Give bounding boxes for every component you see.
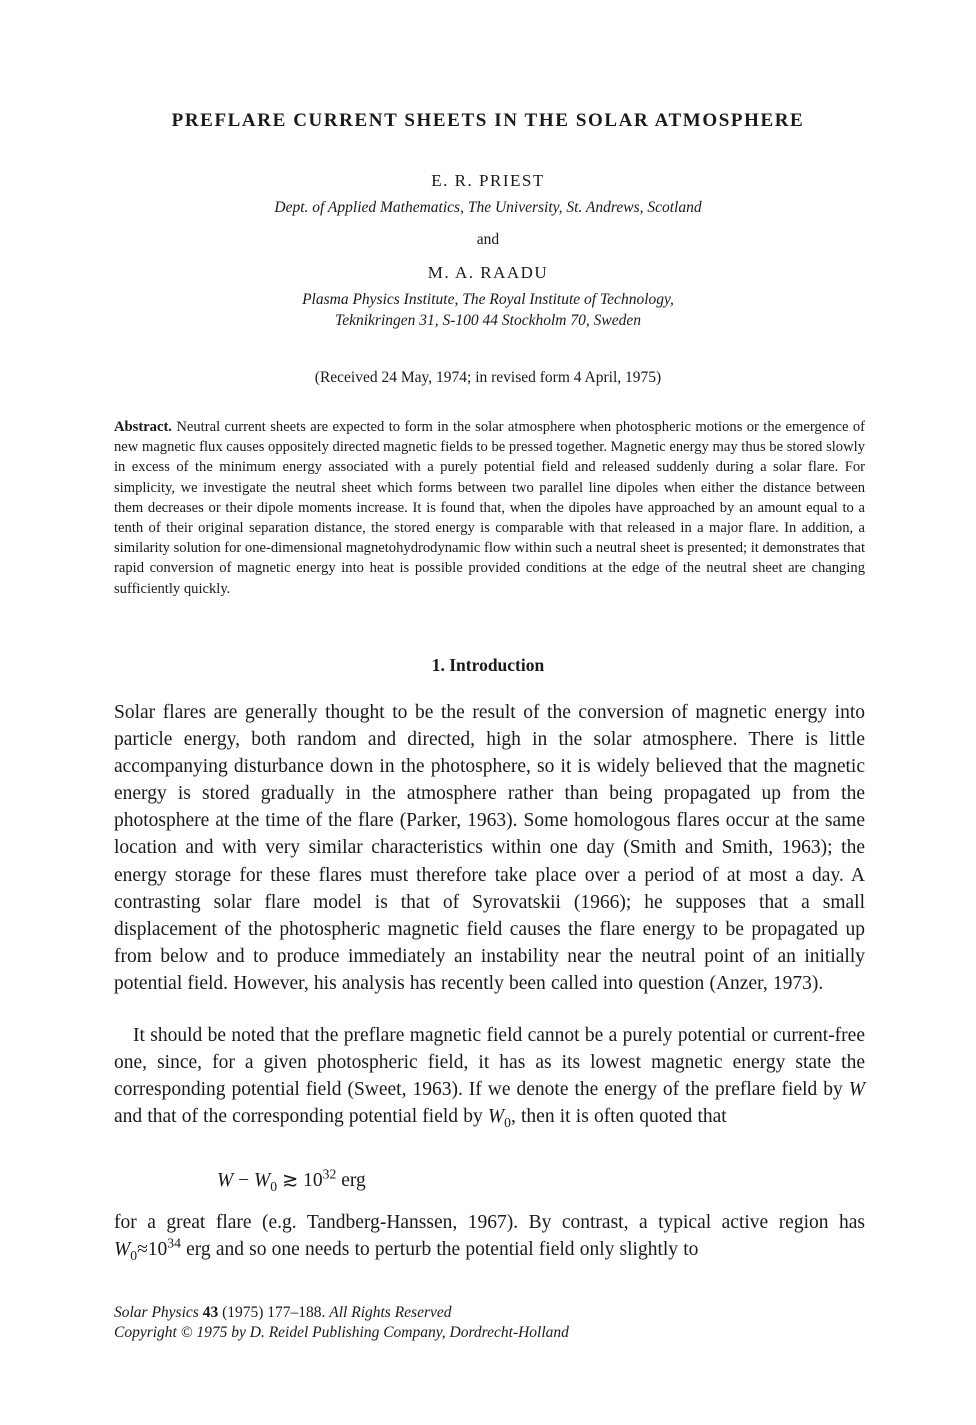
section-title: 1. Introduction	[431, 655, 545, 675]
paper-title: PREFLARE CURRENT SHEETS IN THE SOLAR ATMOSPHERE	[171, 110, 805, 131]
paragraph-1: Solar flares are generally thought to be the result of the conversion of magnetic energy into particle energy, both random and directed, high in the solar atmosphere. There is little accompanying disturbance down in the photosphere, so it is widely believed that the magnetic energy is stored gradually in the atmosphere rather than being propagated up from the photosphere at the time of the flare (Parker, 1963). Some homologous flares occur at the same location and with very similar characteristics within one day (Smith and Smith, 1963); the energy storage for these flares must therefore take place over a period of at most a day. A contrasting solar flare model is that of Syrovatskii (1966); he supposes that a small displacement of the photospheric magnetic field causes the flare energy to be propagated up from below and to produce immediately an instability near the neutral point of an initially potential field. However, his analysis has recently been called into question (Anzer, 1973).	[114, 702, 865, 994]
author-1-name: E. R. PRIEST	[431, 171, 545, 190]
abstract	[114, 417, 865, 599]
equation-exponent: 32	[322, 1166, 337, 1182]
paragraph-2-text-b: and that of the corresponding potential field by	[114, 1106, 488, 1128]
author-2-name: M. A. RAADU	[427, 263, 549, 282]
equation-w: W	[217, 1170, 234, 1191]
variable-w: W	[848, 1079, 865, 1101]
energy-equation	[217, 1168, 366, 1192]
journal-footer	[114, 1303, 874, 1343]
footer-volume: 43	[202, 1304, 219, 1321]
footer-pages: (1975) 177–188.	[218, 1304, 330, 1321]
footer-journal: Solar Physics	[114, 1304, 203, 1321]
paragraph-3-text-a: for a great flare (e.g. Tandberg-Hanssen, 1967). By contrast, a typical active region has	[114, 1212, 865, 1233]
received-dates: (Received 24 May, 1974; in revised form 4 April, 1975)	[314, 369, 662, 386]
paragraph-3-approx: ≈10	[137, 1239, 168, 1261]
author-2-affiliation-line-2: Teknikringen 31, S-100 44 Stockholm 70, Sweden	[335, 312, 641, 329]
footer-rights: All Rights Reserved	[329, 1304, 452, 1321]
abstract-text: Neutral current sheets are expected to form in the solar atmosphere when photospheric motions or the emergence of new magnetic flux causes oppositely directed magnetic fields to be pressed together. Magnetic energy may thus be stored slowly in excess of the minimum energy associated with a purely potential field and released suddenly during a solar flare. For simplicity, we investigate the neutral sheet which forms between two parallel line dipoles when either the distance between them decreases or their dipole moments increase. It is found that, when the dipoles have approached by an amount equal to a tenth of their original separation distance, the stored energy is comparable with that released in a major flare. In addition, a similarity solution for one-dimensional magnetohydrodynamic flow within such a neutral sheet is presented; it demonstrates that rapid conversion of magnetic energy into heat is possible provided conditions at the edge of the neutral sheet are changing sufficiently quickly.	[114, 419, 866, 597]
equation-w0: W	[254, 1170, 271, 1191]
variable-w0: W	[487, 1106, 505, 1128]
paragraph-2-text-a: It should be noted that the preflare magnetic field cannot be a purely potential or current-free one, since, for a given photospheric field, it has as its lowest magnetic energy state the corresponding potential field (Sweet, 1963). If we denote the energy of the preflare field by	[114, 1025, 865, 1101]
footer-citation	[114, 1303, 874, 1323]
paragraph-2	[114, 1022, 865, 1130]
abstract-label: Abstract.	[114, 419, 172, 435]
equation-unit: erg	[336, 1170, 366, 1191]
paragraph-2-text-c: , then it is often quoted that	[510, 1106, 727, 1128]
paragraph-3-subscript: 0	[130, 1247, 138, 1263]
paragraph-3-exponent: 34	[167, 1235, 181, 1251]
footer-copyright: Copyright © 1975 by D. Reidel Publishing Company, Dordrecht-Holland	[114, 1324, 569, 1341]
variable-w0-subscript: 0	[504, 1115, 511, 1131]
equation-relation: ≳ 10	[277, 1170, 323, 1191]
paragraph-3-text-b: erg and so one needs to perturb the potential field only slightly to	[180, 1239, 699, 1261]
author-conjunction: and	[476, 231, 500, 248]
author-2-affiliation-line-1: Plasma Physics Institute, The Royal Institute of Technology,	[302, 291, 674, 308]
equation-minus: −	[233, 1170, 254, 1191]
paragraph-3	[114, 1209, 865, 1263]
author-1-affiliation: Dept. of Applied Mathematics, The University, St. Andrews, Scotland	[274, 199, 702, 216]
equation-subscript: 0	[270, 1178, 278, 1194]
paragraph-3-w0: W	[114, 1239, 131, 1261]
